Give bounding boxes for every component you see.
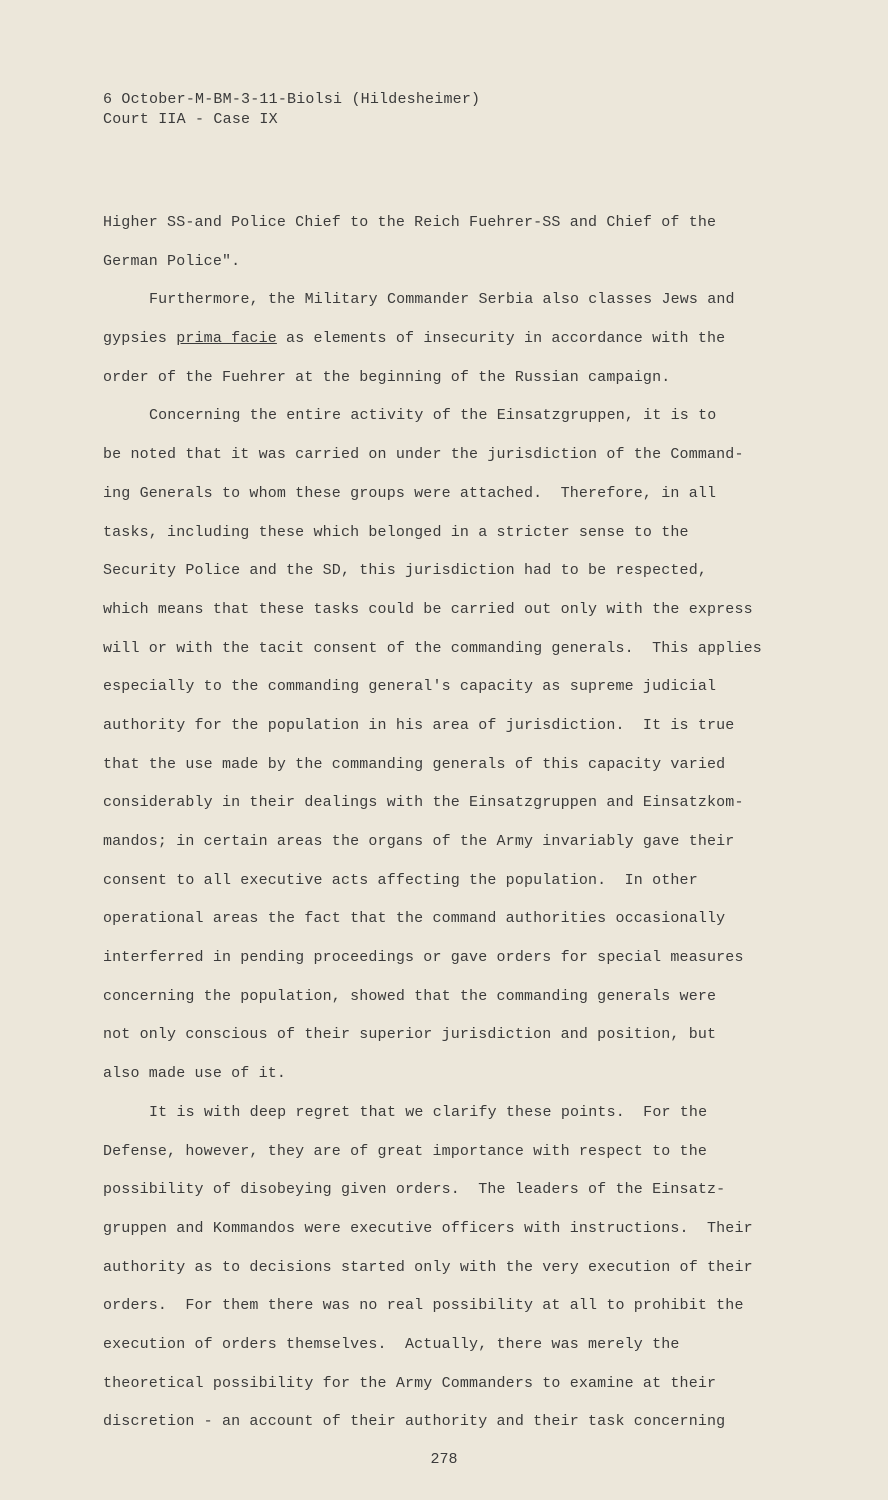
header-court-line: Court IIA - Case IX xyxy=(103,111,278,128)
body-line: authority for the population in his area of jurisdiction. It is true xyxy=(103,716,735,734)
body-line: Higher SS-and Police Chief to the Reich Fuehrer-SS and Chief of the xyxy=(103,214,717,231)
body-line: not only conscious of their superior jurisdiction and position, but xyxy=(103,1026,717,1044)
body-line: also made use of it. xyxy=(103,1065,287,1083)
body-line: operational areas the fact that the command authorities occasionally xyxy=(103,910,726,928)
body-line: that the use made by the commanding generals of this capacity varied xyxy=(103,755,726,773)
body-line: possibility of disobeying given orders. The leaders of the Einsatz- xyxy=(103,1181,726,1199)
body-line: Security Police and the SD, this jurisdiction had to be respected, xyxy=(103,562,707,580)
body-line-with-emphasis xyxy=(103,320,803,359)
paragraph-start-line: Furthermore, the Military Commander Serbia also classes Jews and xyxy=(149,291,735,309)
paragraph-start-line: It is with deep regret that we clarify these points. For the xyxy=(149,1103,708,1121)
body-line: especially to the commanding general's capacity as supreme judicial xyxy=(103,678,717,696)
paragraph-start-line: Concerning the entire activity of the Einsatzgruppen, it is to xyxy=(149,407,717,425)
body-line: consent to all executive acts affecting the population. In other xyxy=(103,871,698,889)
body-line: order of the Fuehrer at the beginning of the Russian campaign. xyxy=(103,368,671,386)
body-line: mandos; in certain areas the organs of the Army invariably gave their xyxy=(103,833,735,850)
header-session-line: 6 October-M-BM-3-11-Biolsi (Hildesheimer) xyxy=(103,91,481,108)
body-line: gruppen and Kommandos were executive officers with instructions. Their xyxy=(103,1219,753,1237)
body-line: tasks, including these which belonged in a stricter sense to the xyxy=(103,523,689,541)
body-line: be noted that it was carried on under the jurisdiction of the Command- xyxy=(103,446,744,464)
body-line: execution of orders themselves. Actually, there was merely the xyxy=(103,1335,680,1353)
body-line: which means that these tasks could be carried out only with the express xyxy=(103,600,753,618)
body-text-segment: as elements of insecurity in accordance with the xyxy=(276,330,726,348)
body-line: ing Generals to whom these groups were attached. Therefore, in all xyxy=(103,484,717,502)
page-number: 278 xyxy=(430,1451,458,1468)
body-line: German Police". xyxy=(103,252,241,270)
body-line: authority as to decisions started only with the very execution of their xyxy=(103,1258,753,1276)
document-body xyxy=(103,204,803,1442)
body-line: discretion - an account of their authority and their task concerning xyxy=(103,1413,726,1431)
body-line: orders. For them there was no real possibility at all to prohibit the xyxy=(103,1297,744,1315)
body-line: will or with the tacit consent of the commanding generals. This applies xyxy=(103,639,762,657)
document-header xyxy=(103,90,480,130)
body-line: interferred in pending proceedings or gave orders for special measures xyxy=(103,949,744,967)
body-text-segment: gypsies xyxy=(103,330,177,348)
body-line: Defense, however, they are of great importance with respect to the xyxy=(103,1142,707,1160)
body-line: considerably in their dealings with the Einsatzgruppen and Einsatzkom- xyxy=(103,794,744,812)
body-line: concerning the population, showed that the commanding generals were xyxy=(103,987,717,1005)
underlined-phrase: prima facie xyxy=(176,330,277,348)
body-line: theoretical possibility for the Army Commanders to examine at their xyxy=(103,1374,717,1392)
